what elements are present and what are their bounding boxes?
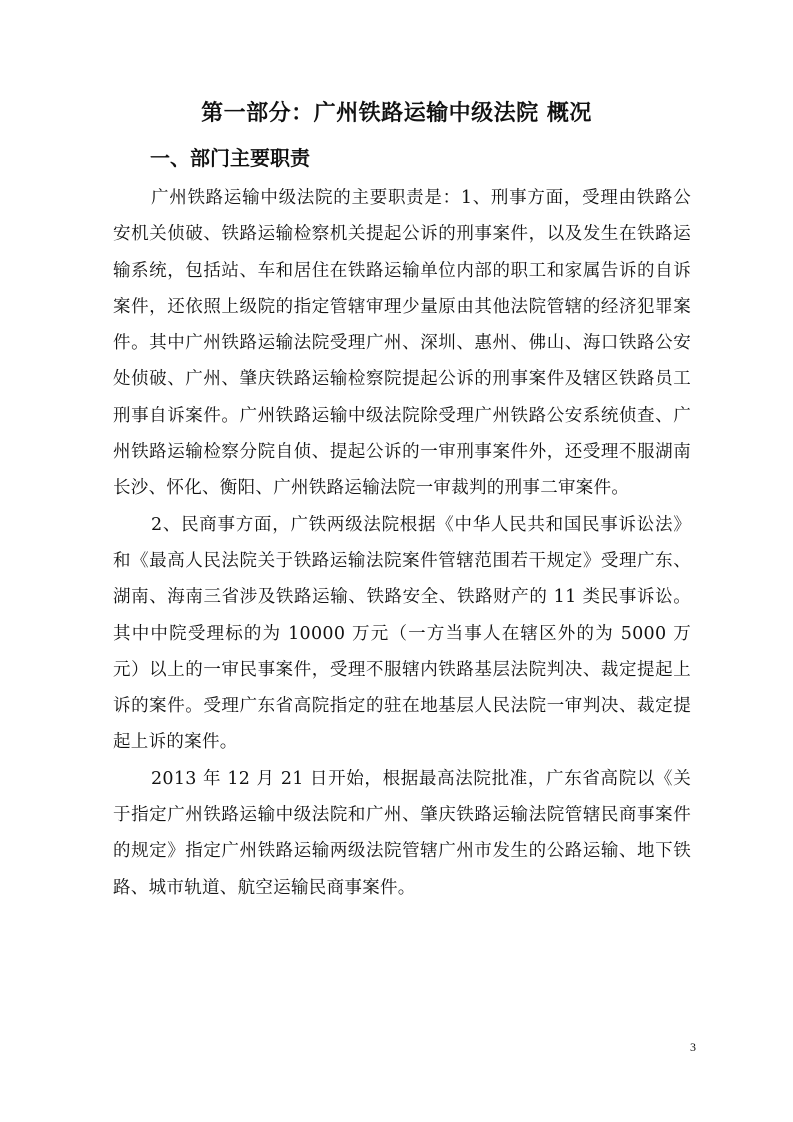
paragraph-civil-commercial-jurisdiction: 2、民商事方面，广铁两级法院根据《中华人民共和国民事诉讼法》和《最高人民法院关于铁路运输法院案件管辖范围若干规定》受理广东、湖南、海南三省涉及铁路运输、铁路安全、铁路财产的 11 类民事诉讼。其中中院受理标的为 10000 万元（一方当事人在辖区外的为 5000 万元）以上的一审民事案件，受理不服辖内铁路基层法院判决、裁定提起上诉的案件。受理广东省高院指定的驻在地基层人民法院一审判决、裁定提起上诉的案件。 <box>113 514 691 753</box>
paragraph-designated-jurisdiction: 2013 年 12 月 21 日开始，根据最高法院批准，广东省高院以《关于指定广州铁路运输中级法院和广州、肇庆铁路运输法院管辖民商事案件的规定》指定广州铁路运输两级法院管辖广州市发生的公路运输、地下铁路、城市轨道、航空运输民商事案件。 <box>113 768 691 898</box>
section-heading: 一、部门主要职责 <box>150 146 310 170</box>
page-title: 第一部分：广州铁路运输中级法院 概况 <box>201 101 592 126</box>
body-text <box>113 180 691 906</box>
paragraph-criminal-jurisdiction: 广州铁路运输中级法院的主要职责是：1、刑事方面，受理由铁路公安机关侦破、铁路运输检察机关提起公诉的刑事案件，以及发生在铁路运输系统，包括站、车和居住在铁路运输单位内部的职工和家属告诉的自诉案件，还依照上级院的指定管辖审理少量原由其他法院管辖的经济犯罪案件。其中广州铁路运输法院受理广州、深圳、惠州、佛山、海口铁路公安处侦破、广州、肇庆铁路运输检察院提起公诉的刑事案件及辖区铁路员工刑事自诉案件。广州铁路运输中级法院除受理广州铁路公安系统侦查、广州铁路运输检察分院自侦、提起公诉的一审刑事案件外，还受理不服湖南长沙、怀化、衡阳、广州铁路运输法院一审裁判的刑事二审案件。 <box>113 188 691 499</box>
page-number: 3 <box>690 1040 696 1054</box>
